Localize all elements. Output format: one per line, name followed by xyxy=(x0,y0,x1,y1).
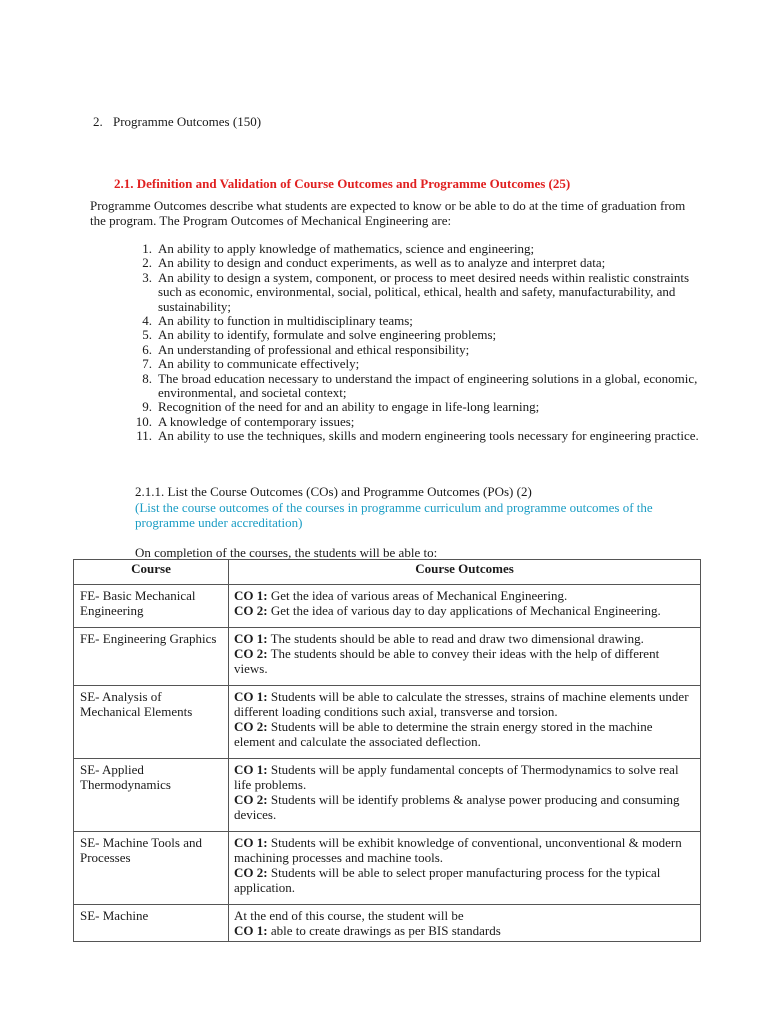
co-label: CO 1: xyxy=(234,762,268,777)
item-number: 8. xyxy=(142,370,152,386)
list-item xyxy=(128,242,708,256)
co-text: able to create drawings as per BIS standards xyxy=(267,923,501,938)
co1-line xyxy=(234,631,695,646)
co-label: CO 1: xyxy=(234,835,268,850)
co2-line xyxy=(234,646,695,676)
table-row xyxy=(74,905,701,942)
co-label: CO 2: xyxy=(234,865,268,880)
co1-line xyxy=(234,588,695,603)
list-item xyxy=(128,271,708,314)
co-text: Get the idea of various areas of Mechanical Engineering. xyxy=(267,588,568,603)
instruction-note: (List the course outcomes of the courses in programme curriculum and programme outcomes of the programme under accreditation) xyxy=(135,500,653,530)
item-number: 2. xyxy=(142,255,152,271)
list-item xyxy=(128,314,708,328)
item-number: 7. xyxy=(142,356,152,372)
item-number: 4. xyxy=(142,313,152,329)
outcomes-cell xyxy=(229,686,701,759)
co-text: Students will be able to select proper manufacturing process for the typical application. xyxy=(234,865,661,895)
item-number: 3. xyxy=(142,269,152,285)
intro-paragraph: Programme Outcomes describe what students are expected to know or be able to do at the time of graduation from the program. The Program Outcomes of Mechanical Engineering are: xyxy=(90,198,686,228)
co1-line xyxy=(234,762,695,792)
item-text: An ability to use the techniques, skills and modern engineering tools necessary for engineering practice. xyxy=(158,428,699,444)
outcomes-cell xyxy=(229,585,701,628)
outcomes-cell xyxy=(229,628,701,686)
programme-outcomes-list xyxy=(128,242,708,444)
course-cell: FE- Basic Mechanical Engineering xyxy=(74,585,229,628)
subsection-heading: 2.1. Definition and Validation of Course Outcomes and Programme Outcomes (25) xyxy=(114,176,571,191)
item-number: 6. xyxy=(142,341,152,357)
co1-line xyxy=(234,835,695,865)
co2-line xyxy=(234,719,695,749)
list-item xyxy=(128,429,708,443)
co-label: CO 2: xyxy=(234,792,268,807)
item-text: An ability to identify, formulate and solve engineering problems; xyxy=(158,327,497,343)
co-label: CO 2: xyxy=(234,719,268,734)
list-item xyxy=(128,343,708,357)
table-row xyxy=(74,628,701,686)
item-text: An ability to apply knowledge of mathematics, science and engineering; xyxy=(158,241,535,256)
course-cell: SE- Analysis of Mechanical Elements xyxy=(74,686,229,759)
co1-line xyxy=(234,923,695,938)
column-header-course: Course xyxy=(74,560,229,585)
section-title: Programme Outcomes (150) xyxy=(113,114,262,129)
co-text: The students should be able to read and draw two dimensional drawing. xyxy=(267,631,644,646)
co-text: Students will be able to determine the strain energy stored in the machine element and calculate the associated deflection. xyxy=(234,719,653,749)
course-cell: SE- Applied Thermodynamics xyxy=(74,759,229,832)
subsubsection-heading: 2.1.1. List the Course Outcomes (COs) and Programme Outcomes (POs) (2) xyxy=(135,484,532,499)
course-cell: FE- Engineering Graphics xyxy=(74,628,229,686)
outcomes-intro: At the end of this course, the student will be xyxy=(234,908,464,923)
item-text: Recognition of the need for and an ability to engage in life-long learning; xyxy=(158,399,540,415)
item-text: A knowledge of contemporary issues; xyxy=(158,413,355,429)
item-text: The broad education necessary to understand the impact of engineering solutions in a global, economic, environmental, and societal context; xyxy=(158,370,698,401)
table-row xyxy=(74,686,701,759)
item-number: 10. xyxy=(135,413,152,429)
list-item xyxy=(128,328,708,342)
co-text: Get the idea of various day to day applications of Mechanical Engineering. xyxy=(267,603,661,618)
co-text: Students will be identify problems & analyse power producing and consuming devices. xyxy=(234,792,680,822)
co-label: CO 2: xyxy=(234,603,268,618)
list-item xyxy=(128,415,708,429)
table-row xyxy=(74,759,701,832)
item-text: An ability to function in multidisciplinary teams; xyxy=(158,313,413,329)
co-label: CO 1: xyxy=(234,689,268,704)
list-item xyxy=(128,372,708,401)
section-number: 2. xyxy=(93,114,103,129)
co2-line xyxy=(234,792,695,822)
outcomes-cell xyxy=(229,905,701,942)
item-text: An ability to design a system, component, or process to meet desired needs within realistic constraints such as economic, environmental, social, political, ethical, health and safety, manufacturability, and sustainability; xyxy=(158,269,690,314)
course-cell: SE- Machine Tools and Processes xyxy=(74,832,229,905)
list-item xyxy=(128,256,708,270)
co-text: Students will be able to calculate the stresses, strains of machine elements under different loading conditions such axial, transverse and torsion. xyxy=(234,689,689,719)
co-text: Students will be exhibit knowledge of conventional, unconventional & modern machining processes and machine tools. xyxy=(234,835,682,865)
co1-line xyxy=(234,689,695,719)
item-number: 11. xyxy=(136,428,152,444)
co-label: CO 1: xyxy=(234,588,268,603)
co-text: Students will be apply fundamental concepts of Thermodynamics to solve real life problems. xyxy=(234,762,679,792)
item-text: An understanding of professional and ethical responsibility; xyxy=(158,341,470,357)
outcomes-cell xyxy=(229,759,701,832)
section-heading xyxy=(93,114,261,130)
item-number: 5. xyxy=(142,327,152,343)
table-row xyxy=(74,832,701,905)
table-header-row xyxy=(74,560,701,585)
table-row xyxy=(74,585,701,628)
co-label: CO 1: xyxy=(234,631,268,646)
co-text: The students should be able to convey their ideas with the help of different views. xyxy=(234,646,660,676)
item-number: 9. xyxy=(142,399,152,415)
co2-line xyxy=(234,865,695,895)
course-outcomes-table xyxy=(73,559,701,942)
co-label: CO 1: xyxy=(234,923,268,938)
item-number: 1. xyxy=(142,241,152,256)
item-text: An ability to design and conduct experiments, as well as to analyze and interpret data; xyxy=(158,255,606,271)
column-header-outcomes: Course Outcomes xyxy=(229,560,701,585)
outcomes-cell xyxy=(229,832,701,905)
co-label: CO 2: xyxy=(234,646,268,661)
completion-statement: On completion of the courses, the students will be able to: xyxy=(135,545,438,560)
course-cell: SE- Machine xyxy=(74,905,229,942)
list-item xyxy=(128,357,708,371)
item-text: An ability to communicate effectively; xyxy=(158,356,360,372)
co2-line xyxy=(234,603,695,618)
list-item xyxy=(128,400,708,414)
